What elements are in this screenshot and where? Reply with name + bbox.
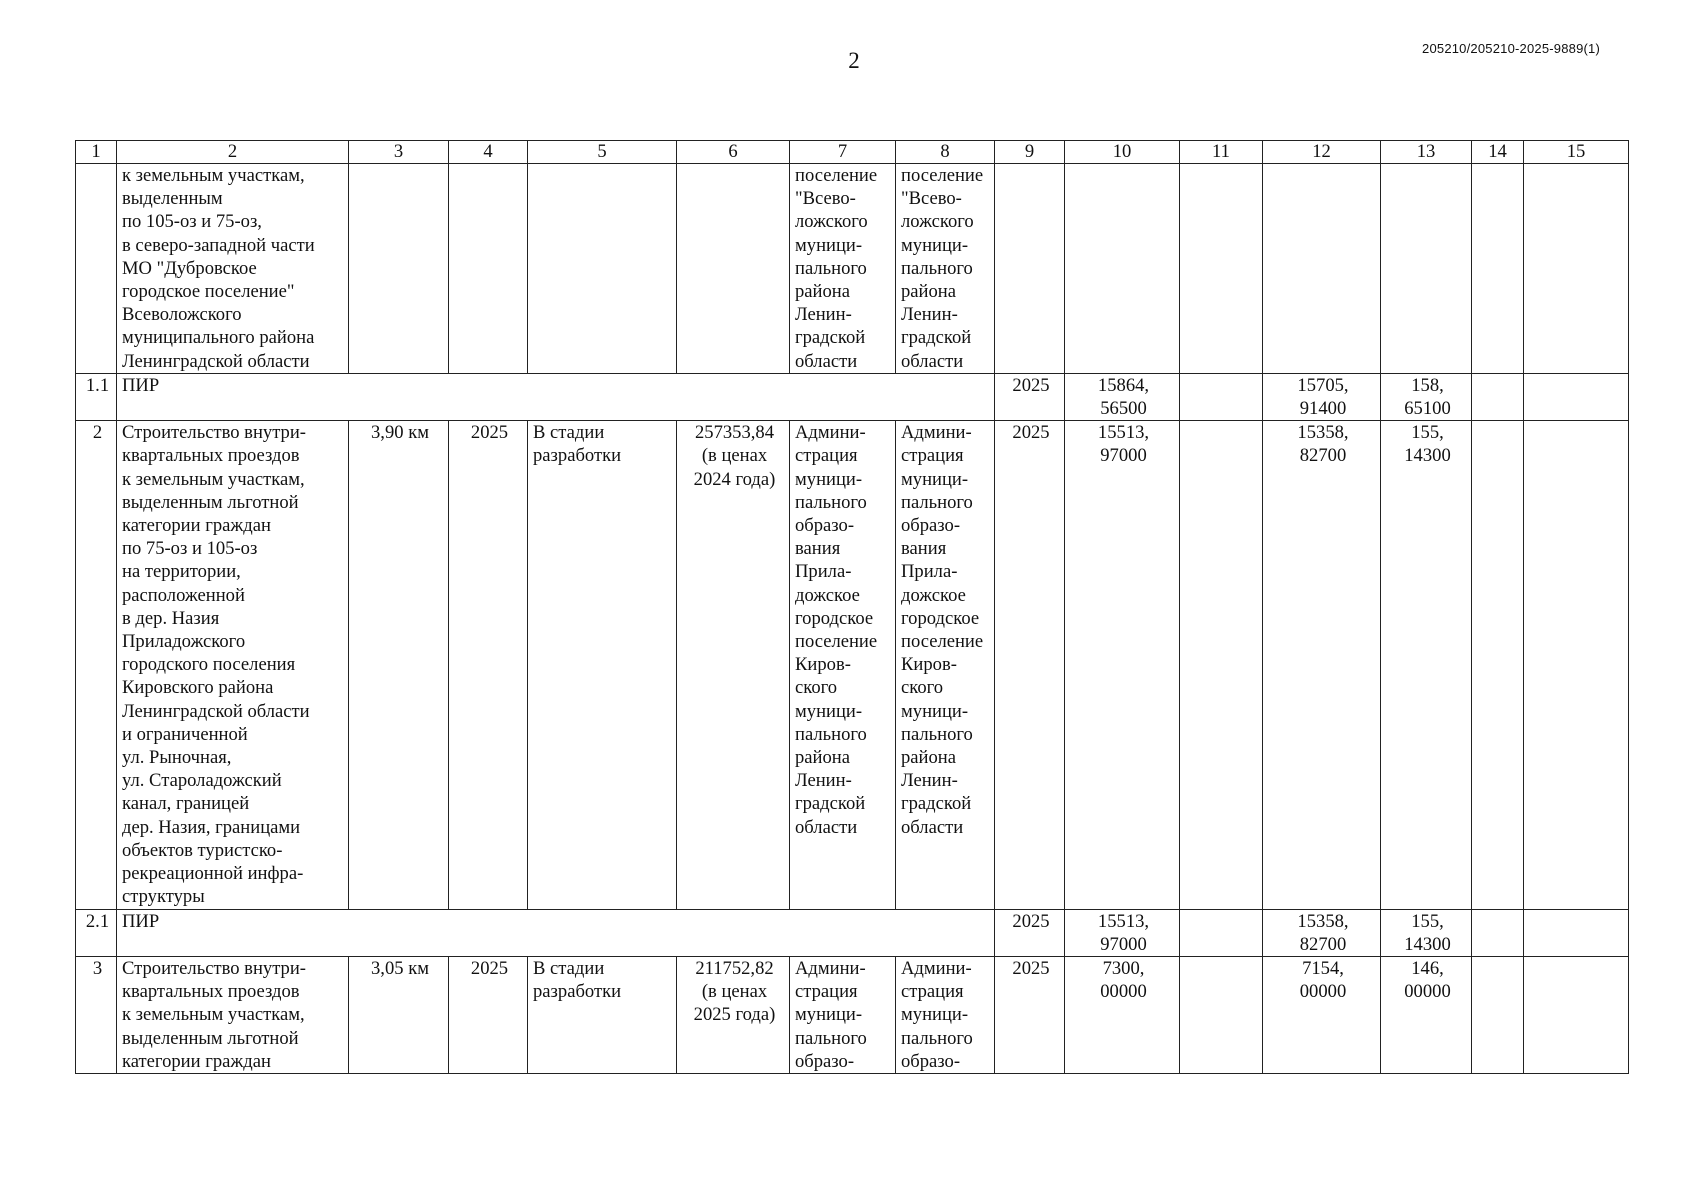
developer-cell: Админи- страция муници- пального образо- вания Прила- дожское городское поселение Киров- ского муници- пального района Ленин- градской области <box>896 421 995 909</box>
table-row <box>76 909 1629 956</box>
total-cell: 7300, 00000 <box>1065 956 1180 1073</box>
column-header: 5 <box>528 141 677 164</box>
column-header: 8 <box>896 141 995 164</box>
funding-year-cell: 2025 <box>995 373 1065 420</box>
federal-cell <box>1180 421 1263 909</box>
estimate-cell <box>677 164 790 374</box>
total-cell: 15513, 97000 <box>1065 909 1180 956</box>
other-cell <box>1472 956 1524 1073</box>
regional-cell: 15705, 91400 <box>1263 373 1381 420</box>
column-header: 13 <box>1381 141 1472 164</box>
status-cell <box>528 164 677 374</box>
column-number-row <box>76 141 1629 164</box>
column-header: 2 <box>117 141 349 164</box>
federal-cell <box>1180 164 1263 374</box>
federal-cell <box>1180 373 1263 420</box>
funding-year-cell <box>995 164 1065 374</box>
column-header: 15 <box>1524 141 1629 164</box>
funding-year-cell: 2025 <box>995 956 1065 1073</box>
table-row <box>76 164 1629 374</box>
other-cell <box>1472 373 1524 420</box>
regional-cell: 15358, 82700 <box>1263 909 1381 956</box>
investment-table <box>75 140 1629 1074</box>
local-cell: 158, 65100 <box>1381 373 1472 420</box>
estimate-cell: 211752,82 (в ценах 2025 года) <box>677 956 790 1073</box>
customer-cell: Админи- страция муници- пального образо- <box>790 956 896 1073</box>
column-header: 14 <box>1472 141 1524 164</box>
column-header: 9 <box>995 141 1065 164</box>
capacity-cell <box>349 164 449 374</box>
row-number-cell: 2 <box>76 421 117 909</box>
local-cell <box>1381 164 1472 374</box>
local-cell: 155, 14300 <box>1381 909 1472 956</box>
year-cell <box>449 164 528 374</box>
federal-cell <box>1180 956 1263 1073</box>
year-cell: 2025 <box>449 421 528 909</box>
object-name-cell: Строительство внутри- квартальных проездов к земельным участкам, выделенным льготной категории граждан <box>117 956 349 1073</box>
row-number-cell <box>76 164 117 374</box>
object-name-cell: Строительство внутри- квартальных проездов к земельным участкам, выделенным льготной категории граждан по 75-оз и 105-оз на территории, расположенной в дер. Назия Приладожского городского поселения Кировского района Ленинградской области и ограниченной ул. Рыночная, ул. Староладожский канал, границей дер. Назия, границами объектов туристско- рекреационной инфра- структуры <box>117 421 349 909</box>
funding-year-cell: 2025 <box>995 909 1065 956</box>
column-header: 10 <box>1065 141 1180 164</box>
column-header: 3 <box>349 141 449 164</box>
status-cell: В стадии разработки <box>528 956 677 1073</box>
capacity-cell: 3,90 км <box>349 421 449 909</box>
row-number-cell: 3 <box>76 956 117 1073</box>
funding-year-cell: 2025 <box>995 421 1065 909</box>
stage-name-cell: ПИР <box>117 373 995 420</box>
other-cell <box>1472 909 1524 956</box>
table-row <box>76 373 1629 420</box>
local-cell: 146, 00000 <box>1381 956 1472 1073</box>
status-cell: В стадии разработки <box>528 421 677 909</box>
other-cell <box>1472 164 1524 374</box>
table-row <box>76 421 1629 909</box>
customer-cell: поселение "Всево- ложского муници- пального района Ленин- градской области <box>790 164 896 374</box>
column-header: 11 <box>1180 141 1263 164</box>
customer-cell: Админи- страция муници- пального образо- вания Прила- дожское городское поселение Киров- ского муници- пального района Ленин- градской области <box>790 421 896 909</box>
row-number-cell: 2.1 <box>76 909 117 956</box>
regional-cell: 7154, 00000 <box>1263 956 1381 1073</box>
table-row <box>76 956 1629 1073</box>
column-header: 12 <box>1263 141 1381 164</box>
year-cell: 2025 <box>449 956 528 1073</box>
regional-cell <box>1263 164 1381 374</box>
column-header: 6 <box>677 141 790 164</box>
federal-cell <box>1180 909 1263 956</box>
column-header: 7 <box>790 141 896 164</box>
total-cell: 15864, 56500 <box>1065 373 1180 420</box>
note-cell <box>1524 421 1629 909</box>
capacity-cell: 3,05 км <box>349 956 449 1073</box>
note-cell <box>1524 909 1629 956</box>
total-cell: 15513, 97000 <box>1065 421 1180 909</box>
row-number-cell: 1.1 <box>76 373 117 420</box>
total-cell <box>1065 164 1180 374</box>
developer-cell: поселение "Всево- ложского муници- пального района Ленин- градской области <box>896 164 995 374</box>
regional-cell: 15358, 82700 <box>1263 421 1381 909</box>
note-cell <box>1524 956 1629 1073</box>
local-cell: 155, 14300 <box>1381 421 1472 909</box>
document-id: 205210/205210-2025-9889(1) <box>1422 41 1600 56</box>
other-cell <box>1472 421 1524 909</box>
column-header: 4 <box>449 141 528 164</box>
page-number: 2 <box>848 48 860 73</box>
developer-cell: Админи- страция муници- пального образо- <box>896 956 995 1073</box>
column-header: 1 <box>76 141 117 164</box>
object-name-cell: к земельным участкам, выделенным по 105-оз и 75-оз, в северо-западной части МО "Дубровское городское поселение" Всеволожского муниципального района Ленинградской области <box>117 164 349 374</box>
stage-name-cell: ПИР <box>117 909 995 956</box>
note-cell <box>1524 373 1629 420</box>
note-cell <box>1524 164 1629 374</box>
estimate-cell: 257353,84 (в ценах 2024 года) <box>677 421 790 909</box>
